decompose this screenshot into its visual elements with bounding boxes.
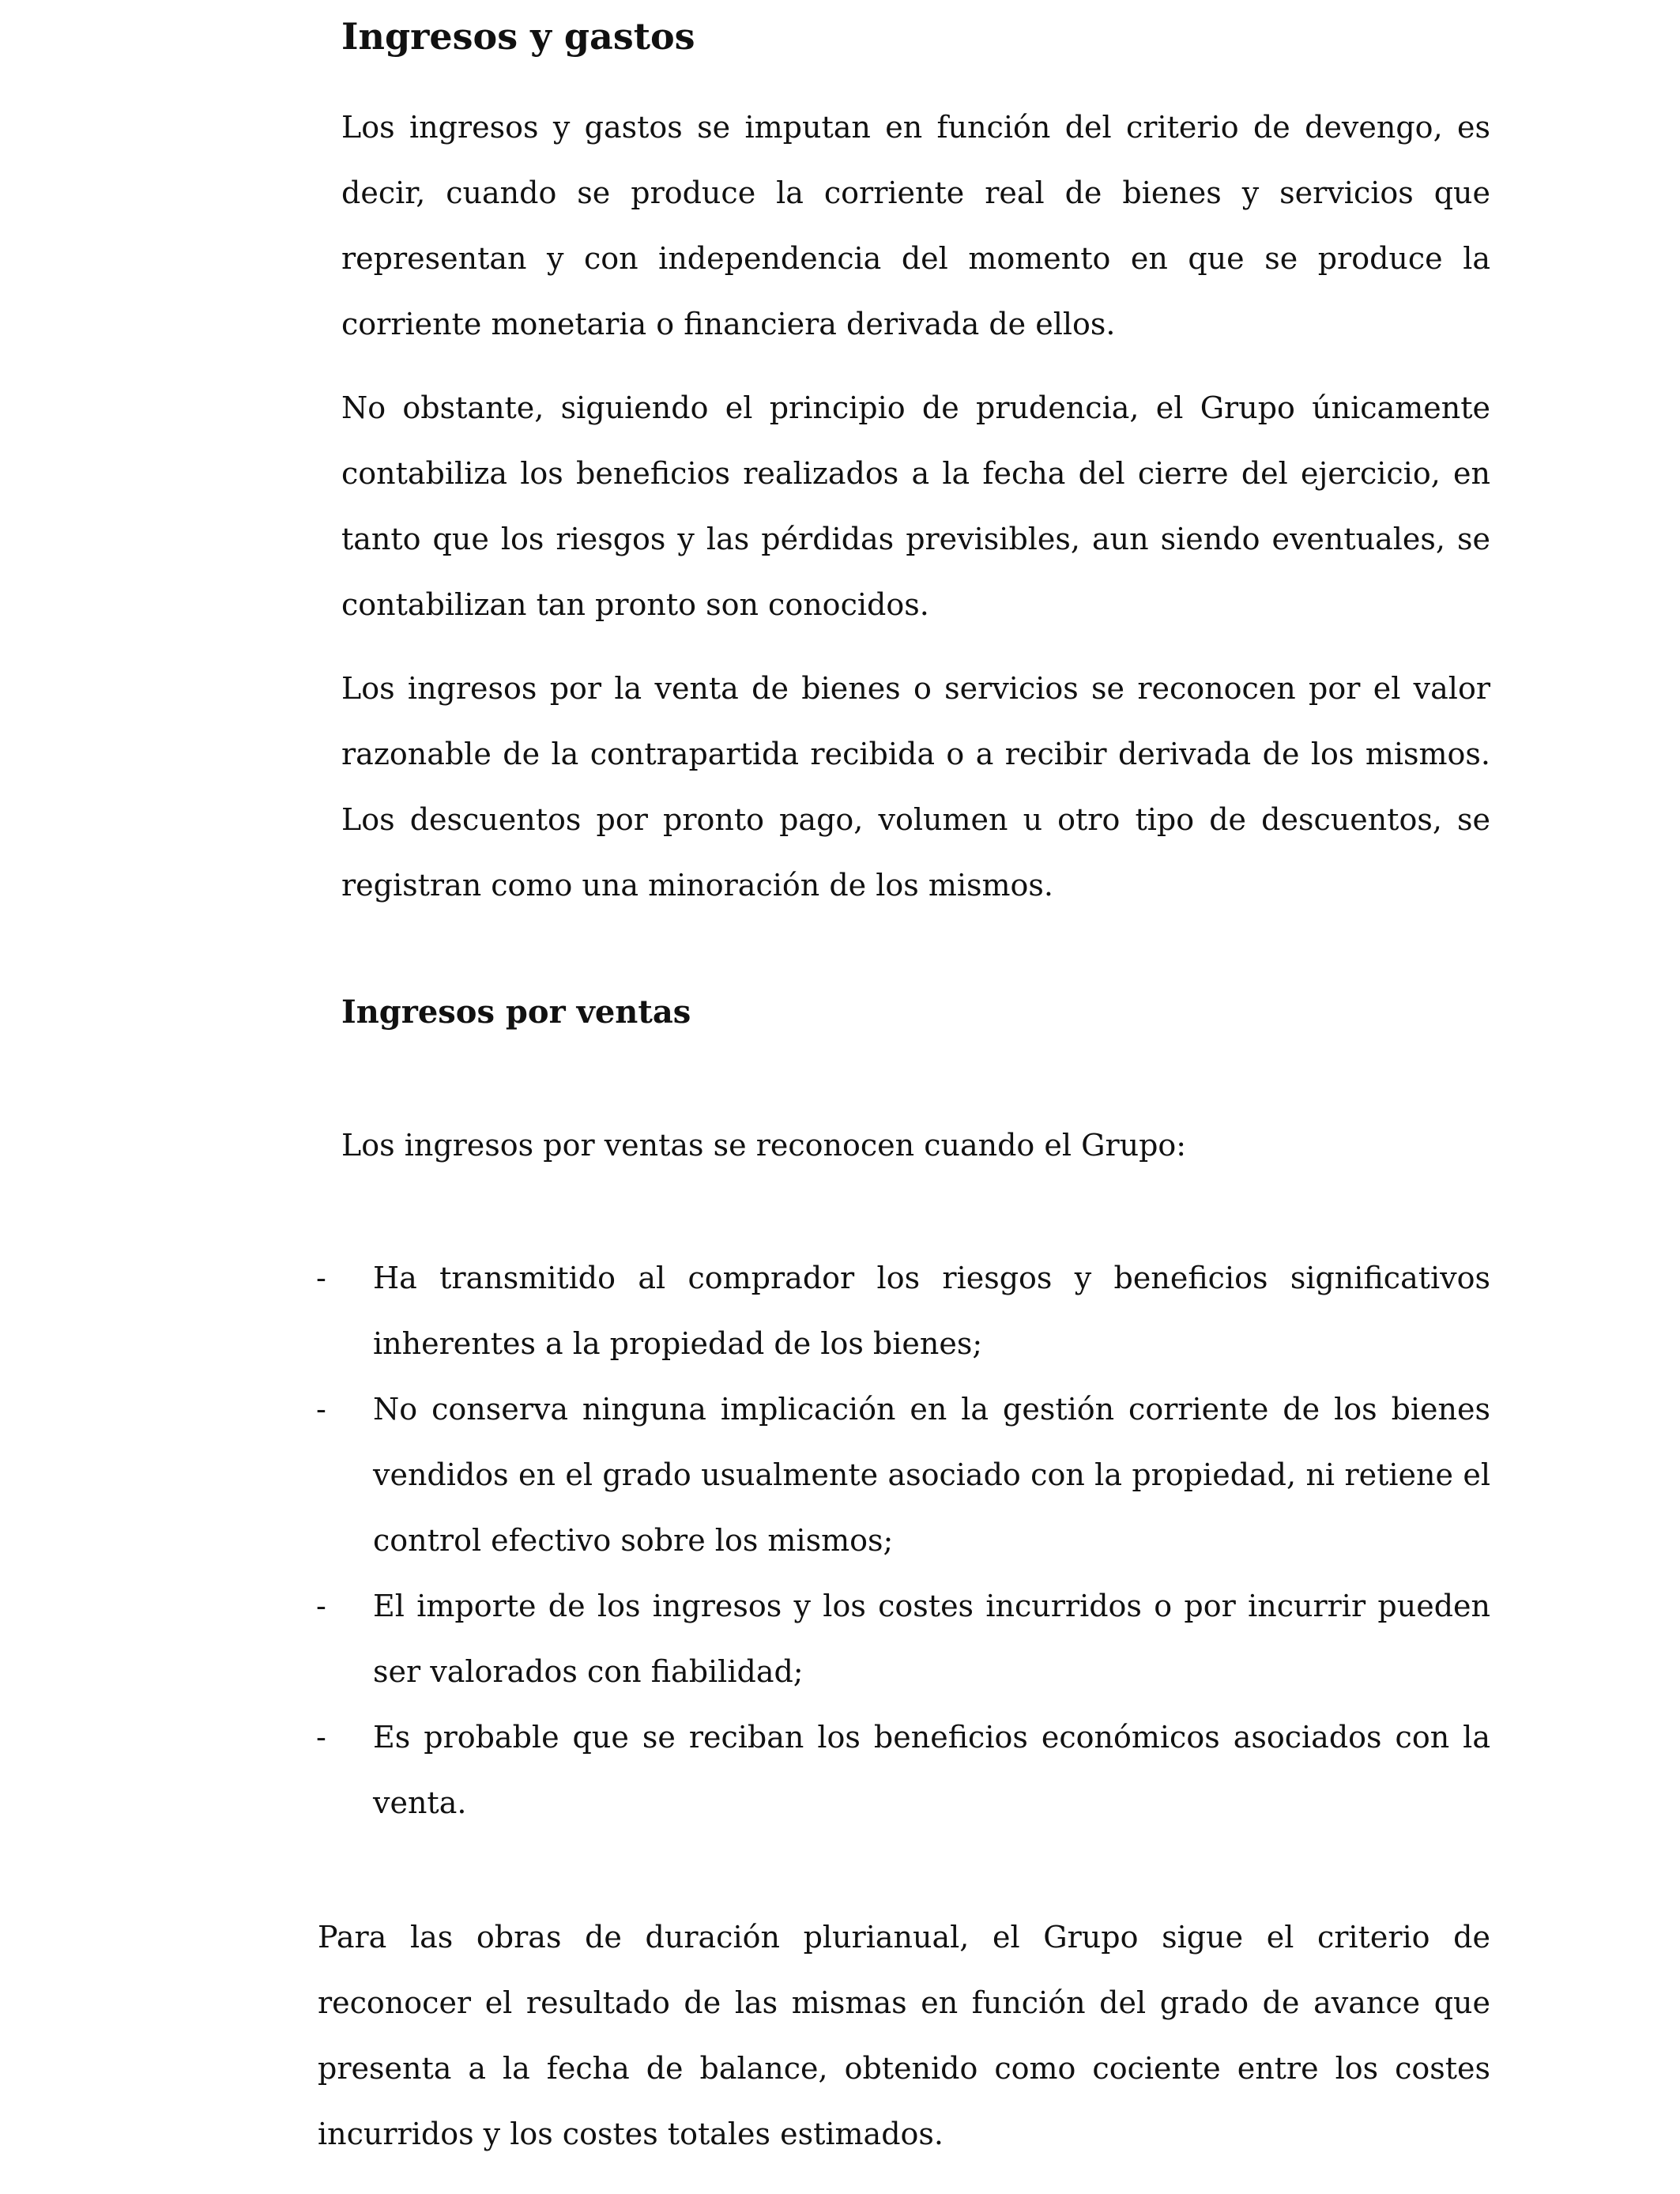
paragraph-multiyear-works: Para las obras de duración plurianual, el Grupo sigue el criterio de reconocer el resultado de las mismas en función del grado de avance que presenta a la fecha de balance, obtenido como cociente entre los costes incurridos y los costes totales estimados. bbox=[318, 1920, 1490, 2151]
bullet-dash: - bbox=[316, 1261, 326, 1295]
paragraph-accrual: Los ingresos y gastos se imputan en función del criterio de devengo, es decir, cuando se produce la corriente real de bienes y servicios que representan y con independencia del momento en que se produce la corriente monetaria o financiera derivada de ellos. bbox=[341, 110, 1490, 341]
conditions-list bbox=[316, 1246, 1490, 1836]
paragraph-sales-valuation: Los ingresos por la venta de bienes o servicios se reconocen por el valor razonable de la contrapartida recibida o a recibir derivada de los mismos. Los descuentos por pronto pago, volumen u otro tipo de descuentos, se registran como una minoración de los mismos. bbox=[341, 671, 1490, 903]
list-item-text: El importe de los ingresos y los costes incurridos o por incurrir pueden ser valorados con fiabilidad; bbox=[373, 1589, 1490, 1689]
bullet-dash: - bbox=[316, 1589, 326, 1623]
bullet-dash: - bbox=[316, 1392, 326, 1427]
paragraph-intro: Los ingresos por ventas se reconocen cuando el Grupo: bbox=[341, 1128, 1187, 1163]
list-item bbox=[316, 1246, 1490, 1377]
list-item bbox=[316, 1574, 1490, 1705]
list-item-text: Es probable que se reciban los beneficios económicos asociados con la venta. bbox=[373, 1720, 1490, 1820]
bullet-dash: - bbox=[316, 1720, 326, 1755]
section-heading: Ingresos y gastos bbox=[341, 15, 695, 58]
list-item-text: Ha transmitido al comprador los riesgos y beneficios significativos inherentes a la propiedad de los bienes; bbox=[373, 1261, 1490, 1361]
list-item bbox=[316, 1377, 1490, 1574]
list-item bbox=[316, 1705, 1490, 1836]
list-item-text: No conserva ninguna implicación en la gestión corriente de los bienes vendidos en el grado usualmente asociado con la propiedad, ni retiene el control efectivo sobre los mismos; bbox=[373, 1392, 1490, 1558]
paragraph-prudence: No obstante, siguiendo el principio de prudencia, el Grupo únicamente contabiliza los beneficios realizados a la fecha del cierre del ejercicio, en tanto que los riesgos y las pérdidas previsibles, aun siendo eventuales, se contabilizan tan pronto son conocidos. bbox=[341, 390, 1490, 622]
subsection-heading: Ingresos por ventas bbox=[341, 993, 691, 1031]
